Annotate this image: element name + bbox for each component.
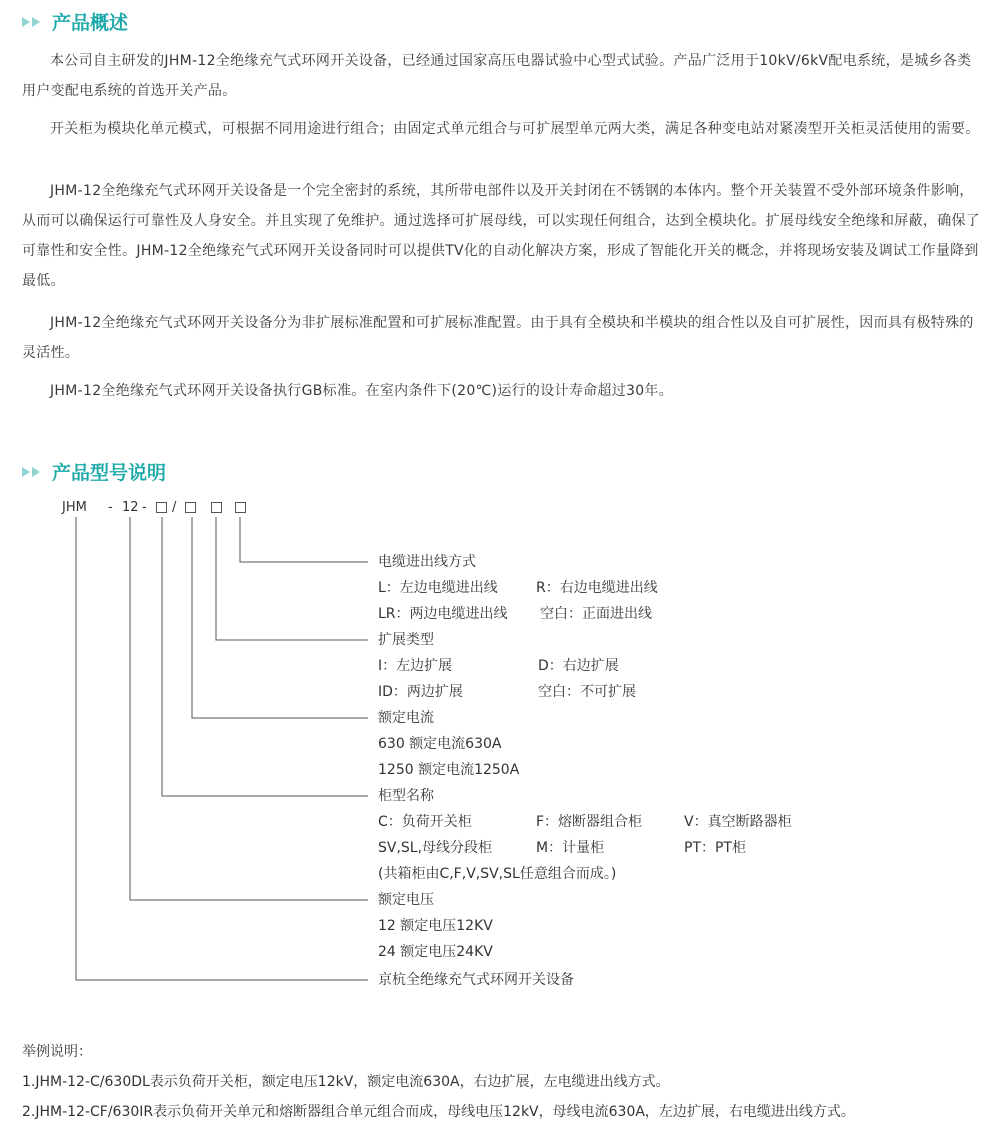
cabinet-row-1 <box>378 812 792 832</box>
expansion-row-1 <box>378 656 619 676</box>
model-title-text: 产品型号说明 <box>52 462 167 484</box>
example-item-2: 2.JHM-12-CF/630IR表示负荷开关单元和熔断器组合单元组合而成，母线电压12kV，母线电流630A，左边扩展，右电缆进出线方式。 <box>22 1104 855 1120</box>
model-prefix: JHM <box>62 500 87 515</box>
cabinet-pt: PT：PT柜 <box>684 840 746 856</box>
overview-paragraph-5: JHM-12全绝缘充气式环网开关设备执行GB标准。在室内条件下(20℃)运行的设计寿命超过30年。 <box>50 383 674 399</box>
voltage-24: 24 额定电压24KV <box>378 944 493 960</box>
voltage-heading: 额定电压 <box>378 892 434 908</box>
overview-paragraph-2: 开关柜为模块化单元模式，可根据不同用途进行组合；由固定式单元组合与可扩展型单元两大类，满足各种变电站对紧凑型开关柜灵活使用的需要。 <box>50 121 980 137</box>
overview-paragraph-4: JHM-12全绝缘充气式环网开关设备分为非扩展标准配置和可扩展标准配置。由于具有全模块和半模块的组合性以及自可扩展性，因而具有极特殊的灵活性。 <box>22 315 974 361</box>
model-dash-1: - <box>108 500 113 515</box>
cable-blank: 空白：正面进出线 <box>540 606 652 622</box>
expansion-id: ID：两边扩展 <box>378 684 463 700</box>
cable-row-1 <box>378 578 658 598</box>
cabinet-m: M：计量柜 <box>536 840 605 856</box>
cable-lr: LR：两边电缆进出线 <box>378 606 508 622</box>
cable-row-2 <box>378 604 652 624</box>
product-name: 京杭全绝缘充气式环网开关设备 <box>378 972 574 988</box>
cabinet-row-2 <box>378 838 746 858</box>
cabinet-svsl: SV,SL,母线分段柜 <box>378 840 493 856</box>
example-item-1: 1.JHM-12-C/630DL表示负荷开关柜，额定电压12kV，额定电流630A，右边扩展，左电缆进出线方式。 <box>22 1074 670 1090</box>
cabinet-note: (共箱柜由C,F,V,SV,SL任意组合而成。) <box>378 866 617 882</box>
expansion-heading: 扩展类型 <box>378 632 434 648</box>
cable-heading: 电缆进出线方式 <box>378 554 476 570</box>
overview-paragraph-3: JHM-12全绝缘充气式环网开关设备是一个完全密封的系统，其所带电部件以及开关封闭在不锈钢的本体内。整个开关装置不受外部环境条件影响，从而可以确保运行可靠性及人身安全。并且实现了免维护。通过选择可扩展母线，可以实现任何组合，达到全模块化。扩展母线安全绝缘和屏蔽，确保了可靠性和安全性。JHM-12全绝缘充气式环网开关设备同时可以提供TV化的自动化解决方案，形成了智能化开关的概念，并将现场安装及调试工作量降到最低。 <box>22 183 981 289</box>
model-dash-2: - <box>142 500 147 515</box>
cable-l: L：左边电缆进出线 <box>378 580 498 596</box>
current-630: 630 额定电流630A <box>378 736 502 752</box>
model-slash: / <box>172 500 177 515</box>
model-voltage-code: 12 <box>122 500 139 515</box>
expansion-i: I：左边扩展 <box>378 658 453 674</box>
current-heading: 额定电流 <box>378 710 434 726</box>
cable-r: R：右边电缆进出线 <box>536 580 658 596</box>
cabinet-heading: 柜型名称 <box>378 788 434 804</box>
voltage-12: 12 额定电压12KV <box>378 918 493 934</box>
examples-heading: 举例说明： <box>22 1044 92 1060</box>
cabinet-f: F：熔断器组合柜 <box>536 814 643 830</box>
current-1250: 1250 额定电流1250A <box>378 762 520 778</box>
expansion-d: D：右边扩展 <box>538 658 619 674</box>
cabinet-c: C：负荷开关柜 <box>378 814 472 830</box>
cabinet-v: V：真空断路器柜 <box>684 814 792 830</box>
expansion-blank: 空白：不可扩展 <box>538 684 636 700</box>
expansion-row-2 <box>378 682 636 702</box>
overview-paragraph-1: 本公司自主研发的JHM-12全绝缘充气式环网开关设备，已经通过国家高压电器试验中心型式试验。产品广泛用于10kV/6kV配电系统，是城乡各类用户变配电系统的首选开关产品。 <box>22 53 972 99</box>
overview-title-text: 产品概述 <box>52 12 129 34</box>
